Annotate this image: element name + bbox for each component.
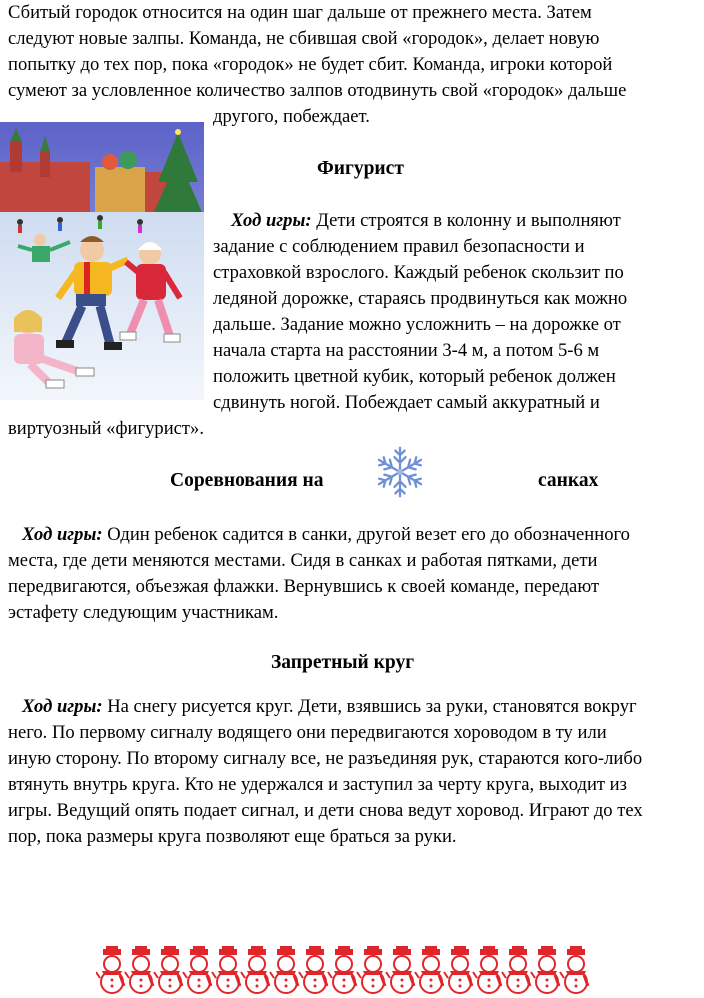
circle-line-5: игры. Ведущий опять подает сигнал, и дети снова ведут хоровод. Играют до тех xyxy=(8,800,643,821)
intro-line-2: следуют новые залпы. Команда, не сбившая свой «городок», делает новую xyxy=(8,28,600,49)
figurist-lead: Ход игры: xyxy=(231,210,312,231)
intro-line-3: попытку до тех пор, пока «городок» не будет сбит. Команда, игроки которой xyxy=(8,54,613,75)
circle-line-2: него. По первому сигналу водящего они передвигаются хороводом в ту или xyxy=(8,722,607,743)
figurist-line-2: задание с соблюдением правил безопасности и xyxy=(213,236,585,257)
figurist-line-1-text: Дети строятся в колонну и выполняют xyxy=(311,210,621,231)
circle-line-1-text: На снегу рисуется круг. Дети, взявшись за руки, становятся вокруг xyxy=(102,696,637,717)
figurist-line-4: ледяной дорожке, стараясь продвинуться как можно xyxy=(213,288,628,309)
figurist-line-9: виртуозный «фигурист». xyxy=(8,418,204,439)
circle-line-3: иную сторону. По второму сигналу все, не разъединяя рук, стараются кого-либо xyxy=(8,748,643,769)
sled-line-1-text: Один ребенок садится в санки, другой везет его до обозначенного xyxy=(102,524,630,545)
intro-line-1: Сбитый городок относится на один шаг дальше от прежнего места. Затем xyxy=(8,2,592,23)
intro-line-4: сумеют за условленное количество залпов отодвинуть свой «городок» дальше xyxy=(8,80,627,101)
sled-line-1 xyxy=(22,522,630,548)
circle-line-4: втянуть внутрь круга. Кто не удержался и заступил за черту круга, выходит из xyxy=(8,774,627,795)
sled-line-4: эстафету следующим участникам. xyxy=(8,602,279,623)
figurist-title: Фигурист xyxy=(317,158,404,179)
sled-title-left: Соревнования на xyxy=(170,470,324,491)
figurist-line-1 xyxy=(231,208,621,234)
circle-lead: Ход игры: xyxy=(22,696,103,717)
sled-line-3: передвигаются, объезжая флажки. Вернувшись к своей команде, передают xyxy=(8,576,600,597)
figurist-line-6: начала старта на расстоянии 3-4 м, а потом 5-6 м xyxy=(213,340,600,361)
snowflake-icon xyxy=(372,443,428,501)
circle-line-1 xyxy=(22,694,637,720)
sled-line-2: места, где дети меняются местами. Сидя в санках и работая пятками, дети xyxy=(8,550,598,571)
circle-line-6: пор, пока размеры круга позволяют еще браться за руки. xyxy=(8,826,457,847)
figurist-line-7: положить цветной кубик, который ребенок должен xyxy=(213,366,616,387)
figurist-line-8: сдвинуть ногой. Побеждает самый аккуратный и xyxy=(213,392,600,413)
skating-children-illustration xyxy=(0,122,204,400)
intro-line-5: другого, побеждает. xyxy=(213,106,370,127)
figurist-line-5: дальше. Задание можно усложнить – на дорожке от xyxy=(213,314,621,335)
sled-lead: Ход игры: xyxy=(22,524,103,545)
sled-title-right: санках xyxy=(538,470,599,491)
snowman-border-decoration xyxy=(96,946,600,996)
circle-title: Запретный круг xyxy=(271,652,415,673)
figurist-line-3: страховкой взрослого. Каждый ребенок скользит по xyxy=(213,262,624,283)
